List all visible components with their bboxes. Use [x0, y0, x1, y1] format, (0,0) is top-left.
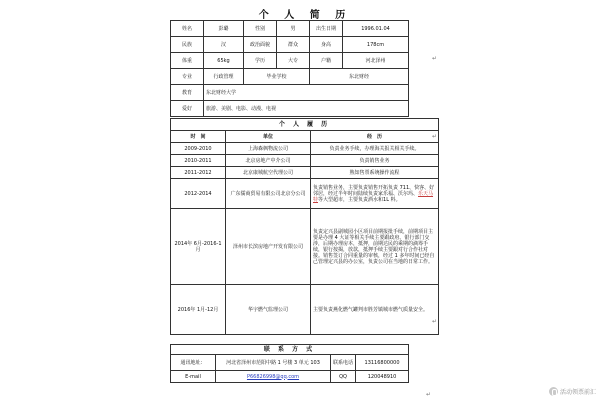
- exp-detail: 负责销售业务: [311, 155, 439, 167]
- birth-label: 出生日期: [310, 21, 343, 37]
- exp-time: 2011-2012: [171, 167, 226, 179]
- exp-time: 2014年 6月-2016-1月: [171, 209, 226, 285]
- contact-table: [170, 344, 409, 383]
- email-label: E-mail: [171, 371, 216, 383]
- paragraph-mark: ↵: [432, 133, 438, 140]
- experience-section-title: 个 人 履 历: [171, 119, 439, 131]
- watermark: [549, 387, 596, 396]
- political-label: 政治面貌: [244, 37, 277, 53]
- table-row: [171, 285, 439, 335]
- exp-unit: 华宇燃气监理公司: [226, 285, 311, 335]
- exp-detail: 熟知售票系统操作流程: [311, 167, 439, 179]
- exp-detail: 负责业务手续，办理海关报关相关手续。: [311, 143, 439, 155]
- political-value: 群众: [277, 37, 310, 53]
- school-value: 东北财经: [310, 69, 409, 85]
- name-value: 彭璐: [204, 21, 244, 37]
- height-value: 178cm: [343, 37, 409, 53]
- hobby-value: 旅游、美剧、电影、动漫、电视: [204, 101, 409, 117]
- degree-value: 大专: [277, 53, 310, 69]
- email-value[interactable]: [216, 371, 331, 383]
- watermark-logo-icon: [549, 387, 558, 396]
- exp-time: 2012-2014: [171, 179, 226, 209]
- exp-detail: 主要负责燕化燃气罐判市胜芳镇城市燃气质量安全。: [311, 285, 439, 335]
- resume-page: [170, 6, 440, 398]
- address-value: 河北省泽州市范阳中路 1 号楼 3 单元 103: [216, 355, 331, 371]
- exp-unit: 广东儒商贸易有限公司北京分公司: [226, 179, 311, 209]
- address-label: 通讯地址：: [171, 355, 216, 371]
- exp-unit: 泽州市长滨房地产开发有限公司: [226, 209, 311, 285]
- exp-unit: 上海森枫物流公司: [226, 143, 311, 155]
- weight-label: 体重: [171, 53, 204, 69]
- exp-detail-text: 负责销售业务，主要负责销售开拓负责 711、快客、好邻居，经过半年时间陆续负责家乐福、沃尔玛、: [313, 184, 435, 197]
- degree-label: 学历: [244, 53, 277, 69]
- phone-label: 联系电话: [331, 355, 356, 371]
- qq-value: 120048910: [356, 371, 409, 383]
- name-label: 姓名: [171, 21, 204, 37]
- col-unit-header: 单位: [226, 131, 311, 143]
- col-time-header: 时 间: [171, 131, 226, 143]
- major-label: 专业: [171, 69, 204, 85]
- exp-unit: 北京康城航空代理公司: [226, 167, 311, 179]
- ethnic-value: 汉: [204, 37, 244, 53]
- email-link[interactable]: P66826998@qq.com: [246, 373, 300, 380]
- table-row: [171, 155, 439, 167]
- exp-time: 2009-2010: [171, 143, 226, 155]
- hukou-label: 户籍: [310, 53, 343, 69]
- education-value: 东北财经大学: [204, 85, 409, 101]
- ethnic-label: 民族: [171, 37, 204, 53]
- weight-value: 65kg: [204, 53, 244, 69]
- exp-detail: 负责定兴县副城园小区项目前期报批手续，前期项目主要是办理 4 大证等相关手续主要跟政府、银行部门交涉，后期办理房本，抵押，前期达民的乘期的滴筹手续，银行按揭，放款，抵押手续主要跟对行合作社对接。销售签订合同重量的审核，经过 1 多年时间已经自己管理定兴县的办公室，负责公司在当地的日常工作。: [311, 209, 439, 285]
- exp-detail-marked: 乐天马特: [313, 190, 434, 203]
- education-label: 教育: [171, 85, 204, 101]
- basic-info-table: [170, 20, 409, 117]
- hukou-value: 河北泽州: [343, 53, 409, 69]
- table-row: [171, 167, 439, 179]
- hobby-label: 爱好: [171, 101, 204, 117]
- experience-table: [170, 118, 439, 335]
- exp-detail: [311, 179, 439, 209]
- watermark-text: 活动领票前汇: [559, 389, 596, 396]
- exp-time: 2010-2011: [171, 155, 226, 167]
- exp-time: 2016年 1月-12月: [171, 285, 226, 335]
- major-value: 行政管理: [204, 69, 244, 85]
- gender-value: 男: [277, 21, 310, 37]
- birth-value: 1996.01.04: [343, 21, 409, 37]
- school-label: 毕业学校: [244, 69, 310, 85]
- col-exp-header: 经 历: [311, 131, 439, 143]
- paragraph-mark: ↵: [432, 55, 438, 62]
- table-row: [171, 209, 439, 285]
- phone-value: 13116800000: [356, 355, 409, 371]
- height-label: 身高: [310, 37, 343, 53]
- gender-label: 性别: [244, 21, 277, 37]
- table-row: [171, 143, 439, 155]
- table-row: [171, 179, 439, 209]
- contact-section-title: 联 系 方 式: [171, 345, 409, 355]
- resume-title: 个 人 简 历: [258, 10, 352, 21]
- exp-unit: 北京房地产中介公司: [226, 155, 311, 167]
- paragraph-mark: ↵: [426, 391, 432, 398]
- paragraph-mark: ↵: [432, 318, 438, 325]
- exp-detail-tail: 等大型超市，主要负责酒水和1L 料。: [318, 196, 401, 203]
- qq-label: QQ: [331, 371, 356, 383]
